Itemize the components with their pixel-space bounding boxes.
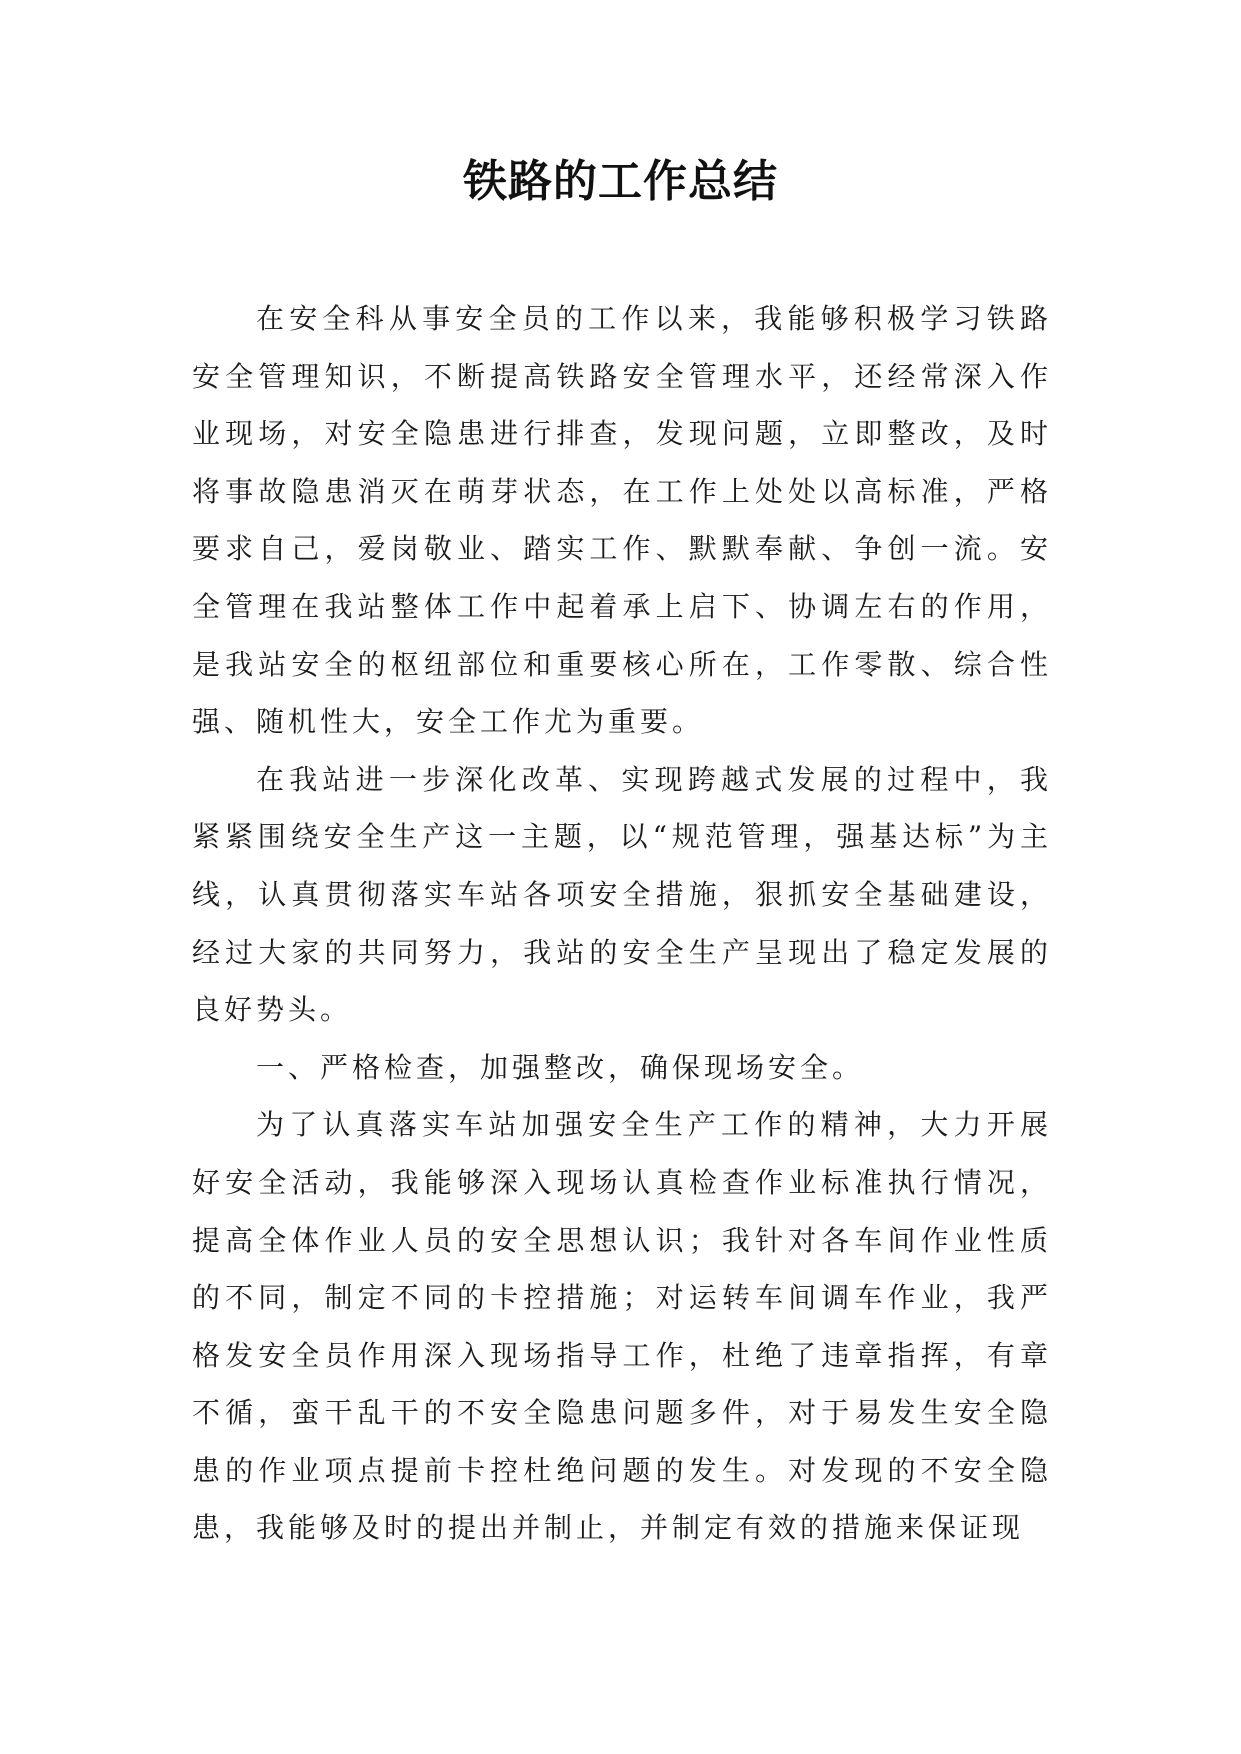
document-title: 铁路的工作总结: [463, 156, 778, 207]
paragraph: 为了认真落实车站加强安全生产工作的精神，大力开展好安全活动，我能够深入现场认真检查作业标准执行情况，提高全体作业人员的安全思想认识；我针对各车间作业性质的不同，制定不同的卡控措施；对运转车间调车作业，我严格发安全员作用深入现场指导工作，杜绝了违章指挥，有章不循，蛮干乱干的不安全隐患问题多件，对于易发生安全隐患的作业项点提前卡控杜绝问题的发生。对发现的不安全隐患，我能够及时的提出并制止，并制定有效的措施来保证现: [192, 1108, 1052, 1545]
document-body: [192, 290, 1052, 1557]
paragraph: 在我站进一步深化改革、实现跨越式发展的过程中，我紧紧围绕安全生产这一主题，以“规范管理，强基达标”为主线，认真贯彻落实车站各项安全措施，狠抓安全基础建设，经过大家的共同努力，我站的安全生产呈现出了稳定发展的良好势头。: [192, 762, 1052, 1027]
section-heading: 一、严格检查，加强整改，确保现场安全。: [256, 1050, 865, 1084]
paragraph: 在安全科从事安全员的工作以来，我能够积极学习铁路安全管理知识，不断提高铁路安全管理水平，还经常深入作业现场，对安全隐患进行排查，发现问题，立即整改，及时将事故隐患消灭在萌芽状态，在工作上处处以高标准，严格要求自己，爱岗敬业、踏实工作、默默奉献、争创一流。安全管理在我站整体工作中起着承上启下、协调左右的作用，是我站安全的枢纽部位和重要核心所在，工作零散、综合性强、随机性大，安全工作尤为重要。: [192, 302, 1052, 739]
